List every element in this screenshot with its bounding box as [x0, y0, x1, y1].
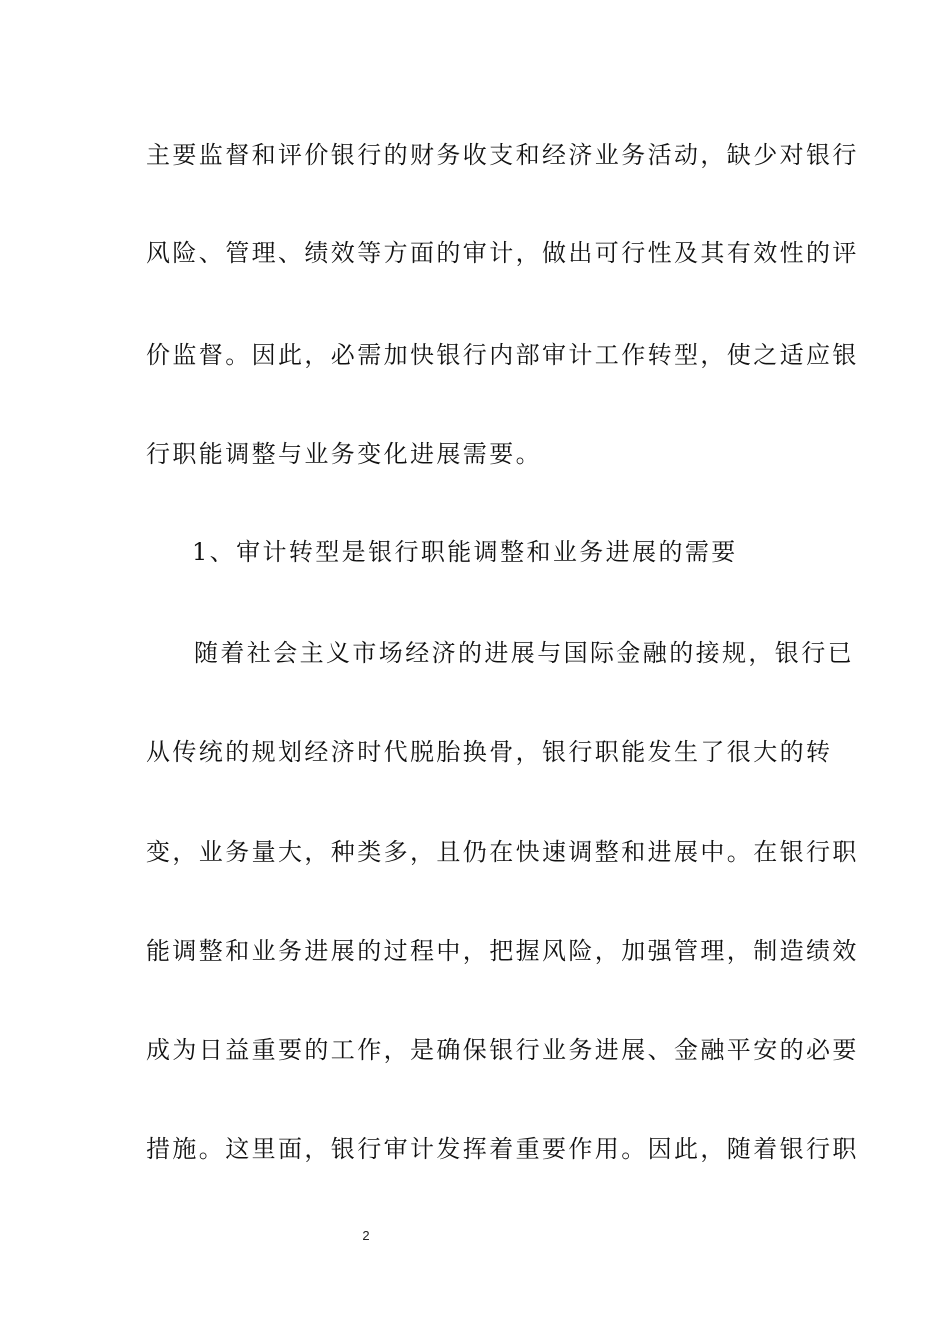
body-text-line: 措施。这里面，银行审计发挥着重要作用。因此，随着银行职 [146, 1135, 859, 1163]
section-heading: 1、审计转型是银行职能调整和业务进展的需要 [192, 538, 738, 566]
body-text-line: 变，业务量大，种类多，且仍在快速调整和进展中。在银行职 [146, 838, 859, 866]
body-text-line: 风险、管理、绩效等方面的审计，做出可行性及其有效性的评 [146, 239, 859, 267]
body-text-line: 从传统的规划经济时代脱胎换骨，银行职能发生了很大的转 [146, 738, 833, 766]
page-number: 2 [362, 1228, 370, 1243]
body-text-line: 主要监督和评价银行的财务收支和经济业务活动，缺少对银行 [146, 141, 859, 169]
body-text-line: 能调整和业务进展的过程中，把握风险，加强管理，制造绩效 [146, 937, 859, 965]
body-text-line: 随着社会主义市场经济的进展与国际金融的接规，银行已 [194, 639, 854, 667]
body-text-line: 行职能调整与业务变化进展需要。 [146, 440, 542, 468]
body-text-line: 价监督。因此，必需加快银行内部审计工作转型，使之适应银 [146, 341, 859, 369]
body-text-line: 成为日益重要的工作，是确保银行业务进展、金融平安的必要 [146, 1036, 859, 1064]
